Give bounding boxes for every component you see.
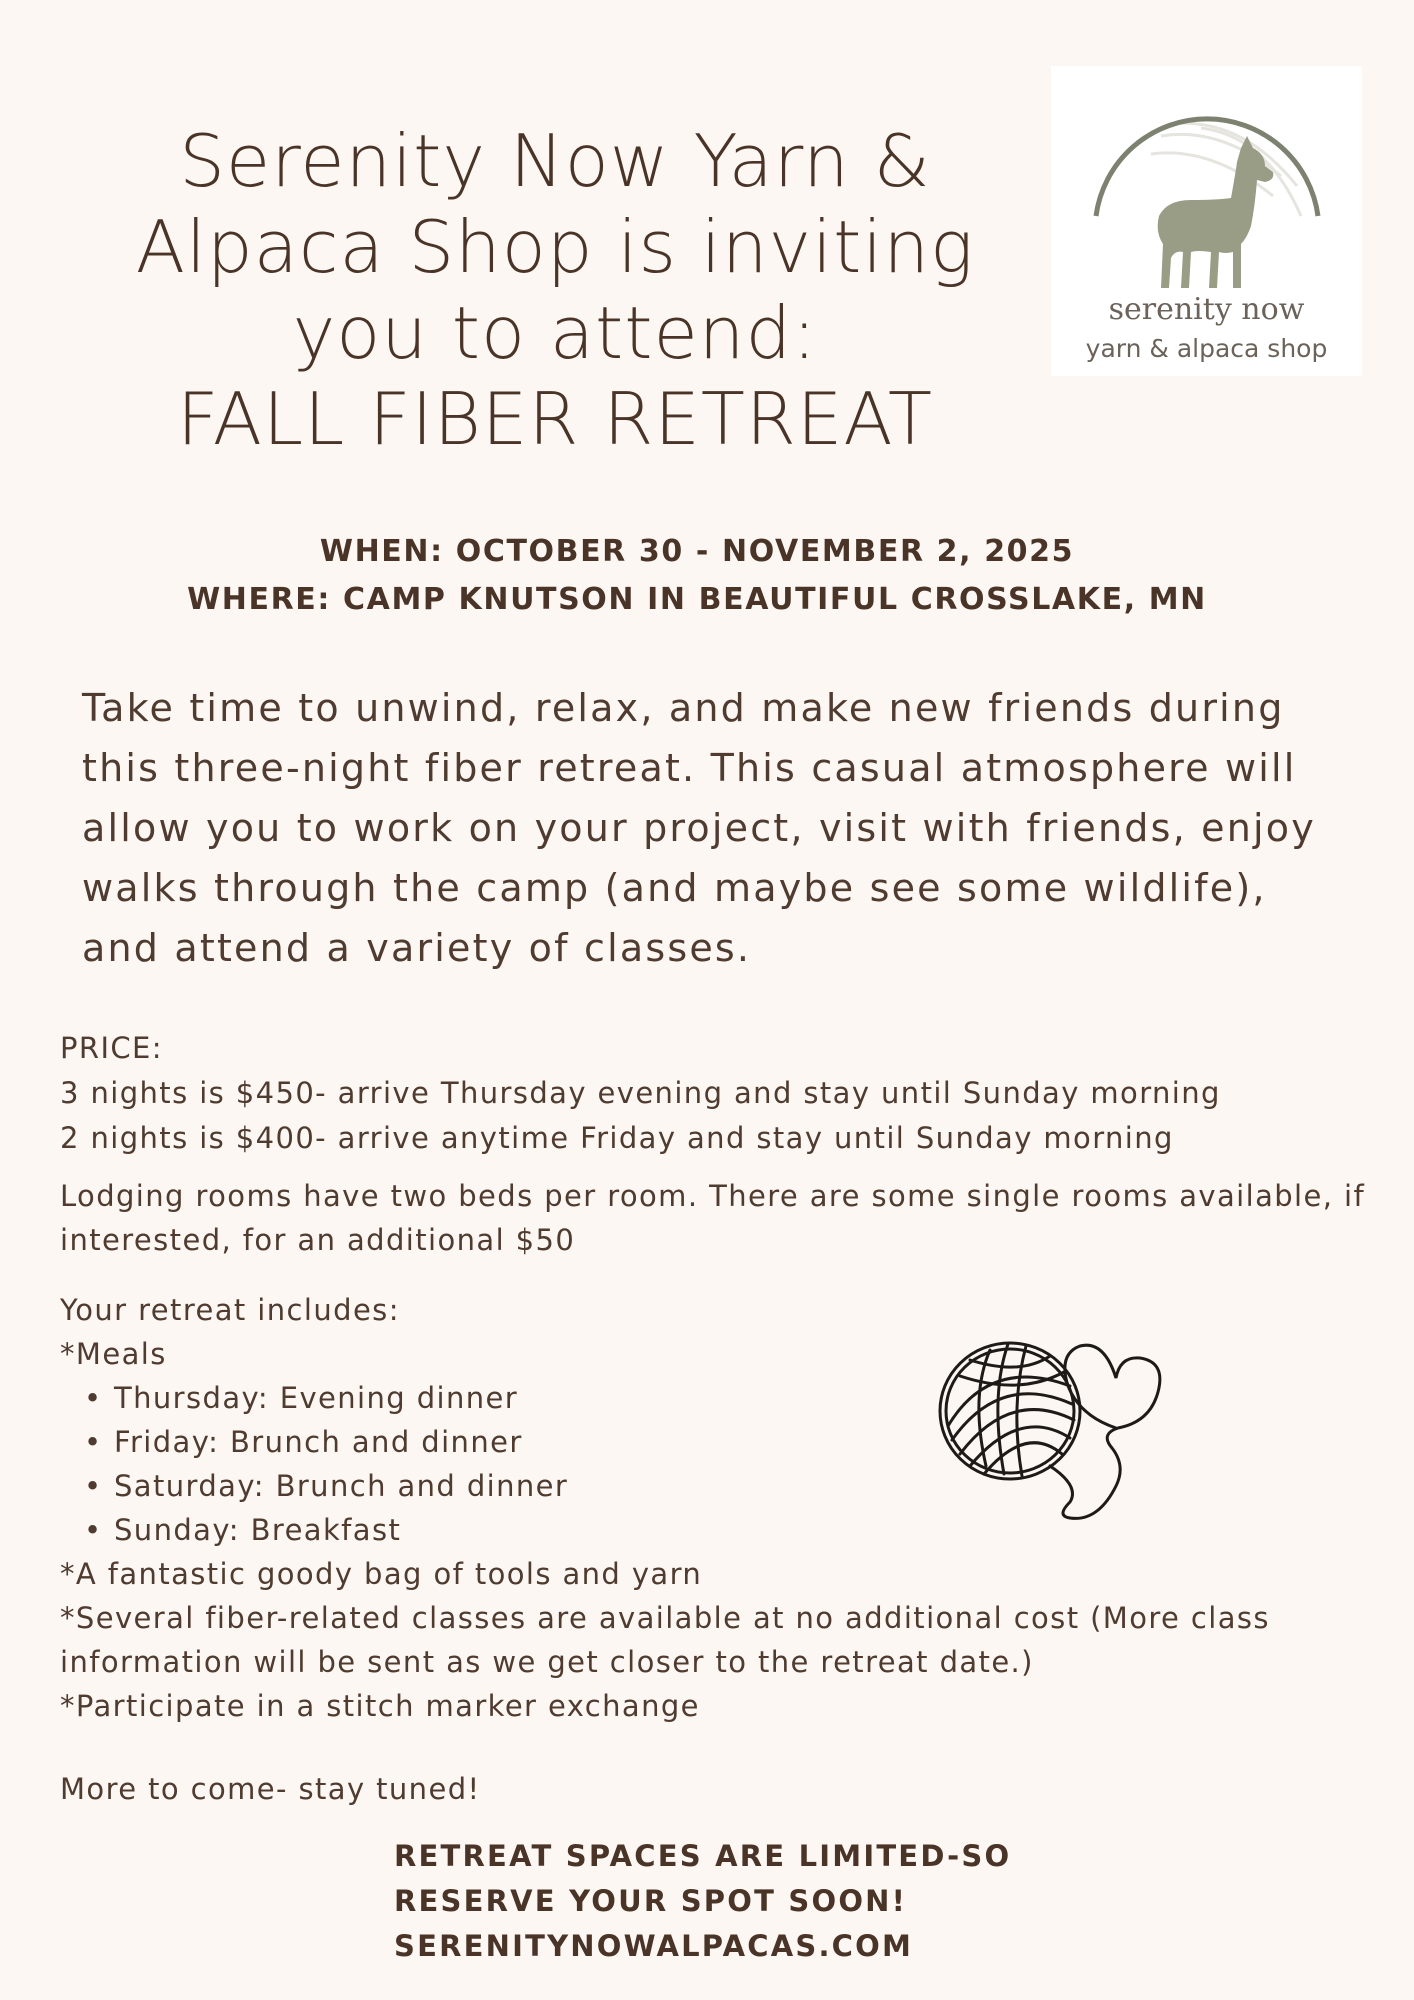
price-2-nights: 2 nights is $400- arrive anytime Friday and stay until Sunday morning <box>60 1121 1174 1155</box>
intro-line: Take time to unwind, relax, and make new friends during <box>82 686 1285 730</box>
goody-bag-item: *A fantastic goody bag of tools and yarn <box>60 1557 703 1591</box>
meals-heading: *Meals <box>60 1337 167 1371</box>
website-link[interactable]: SERENITYNOWALPACAS.COM <box>394 1929 914 1963</box>
intro-line: this three-night fiber retreat. This casual atmosphere will <box>82 746 1297 790</box>
lodging-note <box>60 1174 1366 1262</box>
stitch-marker-item: *Participate in a stitch marker exchange <box>60 1689 700 1723</box>
event-title: FALL FIBER RETREAT <box>176 377 934 461</box>
headline-line-2: Alpaca Shop is inviting <box>135 205 975 289</box>
includes-heading: Your retreat includes: <box>60 1293 400 1327</box>
intro-line: and attend a variety of classes. <box>82 926 752 970</box>
headline-line-1: Serenity Now Yarn & <box>179 119 931 203</box>
event-where: WHERE: CAMP KNUTSON IN BEAUTIFUL CROSSLAKE, MN <box>187 582 1207 617</box>
intro-paragraph <box>82 678 1372 978</box>
yarn-ball-heart-icon <box>930 1316 1170 1526</box>
price-heading: PRICE: <box>60 1031 163 1065</box>
event-details <box>140 528 1254 624</box>
intro-line: walks through the camp (and maybe see some wildlife), <box>82 866 1267 910</box>
list-item: • Sunday: Breakfast <box>84 1508 1360 1552</box>
list-item: • Saturday: Brunch and dinner <box>84 1464 1360 1508</box>
logo-name: serenity now <box>1108 292 1305 327</box>
list-item: • Friday: Brunch and dinner <box>84 1420 1360 1464</box>
headline <box>90 118 1020 462</box>
footer-cta <box>394 1834 1094 1969</box>
list-item: • Thursday: Evening dinner <box>84 1376 1360 1420</box>
price-section <box>60 1026 1360 1161</box>
lodging-line-2: interested, for an additional $50 <box>60 1223 576 1257</box>
headline-line-3: you to attend: <box>292 291 818 375</box>
event-when: WHEN: OCTOBER 30 - NOVEMBER 2, 2025 <box>319 534 1075 569</box>
shop-logo <box>1051 66 1362 376</box>
alpaca-icon <box>1051 66 1362 376</box>
intro-line: allow you to work on your project, visit with friends, enjoy <box>82 806 1316 850</box>
footer-line-2: RESERVE YOUR SPOT SOON! <box>394 1884 908 1918</box>
lodging-line-1: Lodging rooms have two beds per room. There are some single rooms available, if <box>60 1179 1366 1213</box>
footer-line-1: RETREAT SPACES ARE LIMITED-SO <box>394 1839 1012 1873</box>
classes-item-line-1: *Several fiber-related classes are available at no additional cost (More class <box>60 1601 1270 1635</box>
classes-item-line-2: information will be sent as we get closer to the retreat date.) <box>60 1645 1034 1679</box>
price-3-nights: 3 nights is $450- arrive Thursday evening and stay until Sunday morning <box>60 1076 1221 1110</box>
logo-subtitle: yarn & alpaca shop <box>1085 334 1328 363</box>
more-to-come: More to come- stay tuned! <box>60 1772 481 1806</box>
